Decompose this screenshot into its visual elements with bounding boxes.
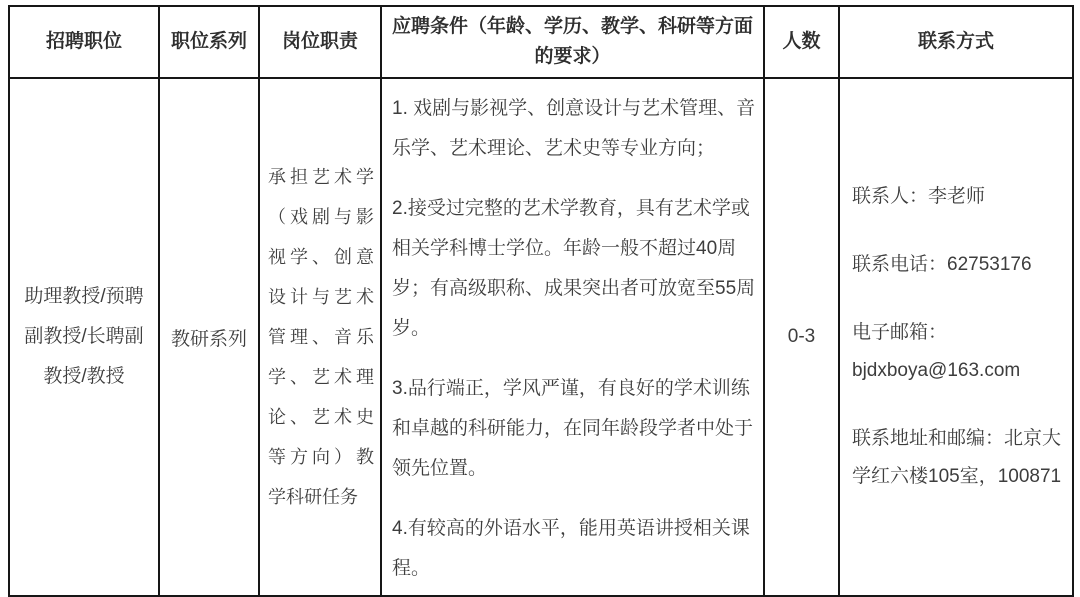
- cell-requirements: [381, 78, 764, 596]
- cell-headcount: 0-3: [764, 78, 839, 596]
- header-duties: 岗位职责: [259, 6, 381, 78]
- contact-person: 联系人：李老师: [852, 186, 986, 207]
- cell-position: 助理教授/预聘副教授/长聘副教授/教授: [9, 78, 159, 596]
- recruitment-table: [8, 5, 1074, 597]
- cell-contact: [839, 78, 1073, 596]
- header-headcount: 人数: [764, 6, 839, 78]
- contact-email-value: bjdxboya@163.com: [852, 360, 1021, 381]
- requirement-item-4: 4.有较高的外语水平，能用英语讲授相关课程。: [392, 518, 750, 579]
- contact-email-label: 电子邮箱：: [852, 322, 948, 343]
- header-row: [9, 6, 1073, 78]
- header-series: 职位系列: [159, 6, 259, 78]
- requirement-item-3: 3.品行端正，学风严谨，有良好的学术训练和卓越的科研能力，在同年龄段学者中处于领先位置。: [392, 378, 754, 479]
- header-position: 招聘职位: [9, 6, 159, 78]
- cell-series: 教研系列: [159, 78, 259, 596]
- table-row: [9, 78, 1073, 596]
- contact-phone: 联系电话：62753176: [852, 254, 1032, 275]
- contact-address: 联系地址和邮编：北京大学红六楼105室，100871: [852, 428, 1062, 487]
- cell-duties: 承担艺术学（戏剧与影视学、创意设计与艺术管理、音乐学、艺术理论、艺术史等方向）教学科研任务: [259, 78, 381, 596]
- header-contact: 联系方式: [839, 6, 1073, 78]
- requirement-item-1: 1. 戏剧与影视学、创意设计与艺术管理、音乐学、艺术理论、艺术史等专业方向；: [392, 98, 756, 159]
- contact-email-line: [852, 314, 1064, 390]
- requirement-item-2: 2.接受过完整的艺术学教育，具有艺术学或相关学科博士学位。年龄一般不超过40周岁；有高级职称、成果突出者可放宽至55周岁。: [392, 198, 756, 339]
- header-requirements: 应聘条件（年龄、学历、教学、科研等方面的要求）: [381, 6, 764, 78]
